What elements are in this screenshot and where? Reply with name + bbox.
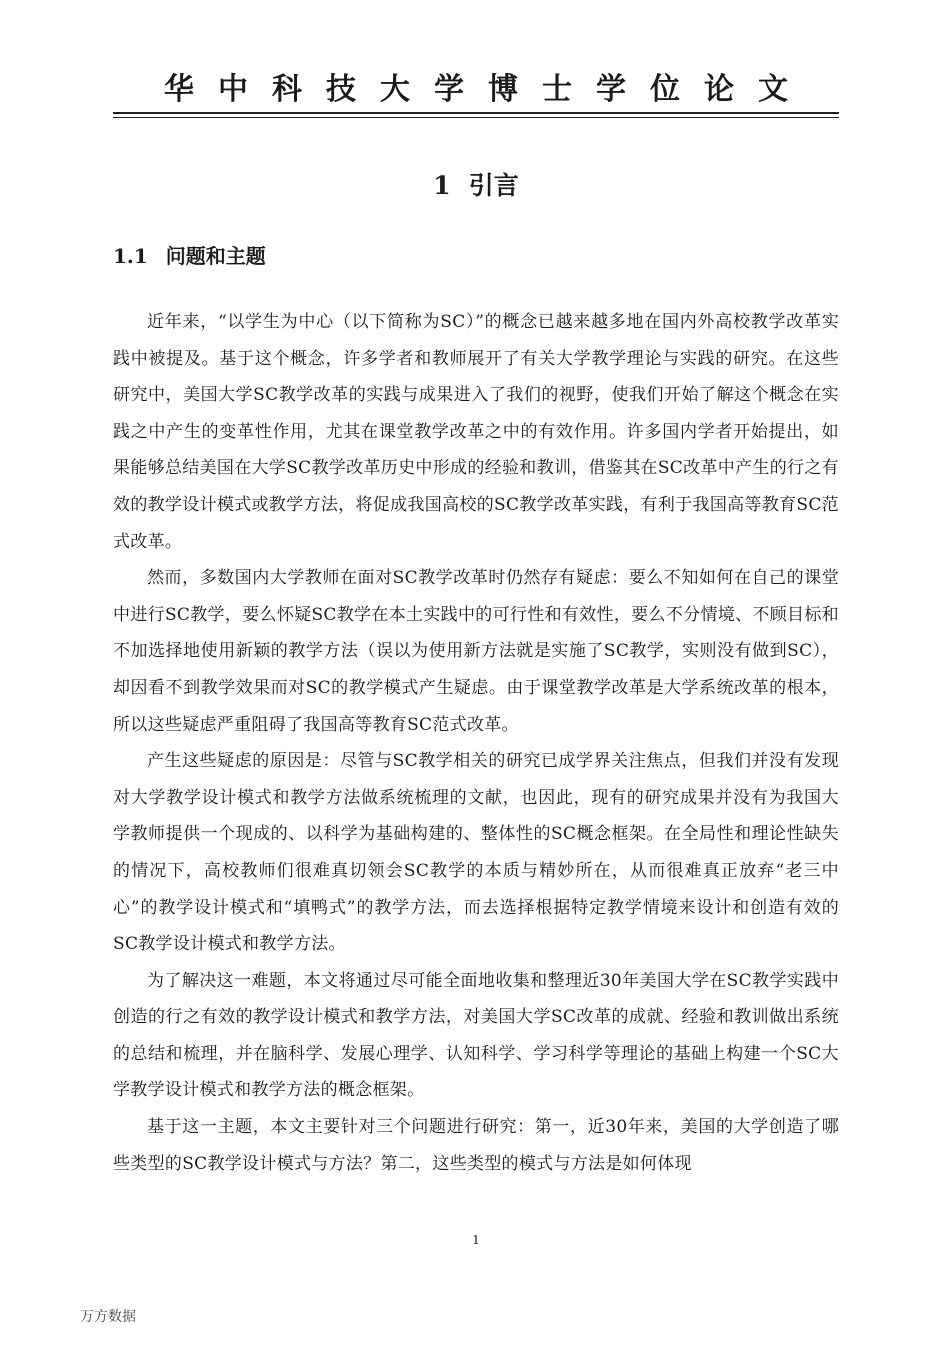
section-number: 1.1	[113, 244, 148, 268]
section-heading	[113, 238, 266, 274]
chapter-heading	[113, 166, 839, 206]
section-title: 问题和主题	[165, 244, 266, 268]
chapter-title: 引言	[468, 171, 519, 200]
paragraph: 近年来，“以学生为中心（以下简称为SC）”的概念已越来越多地在国内外高校教学改革实践中被提及。基于这个概念，许多学者和教师展开了有关大学教学理论与实践的研究。在这些研究中，美国大学SC教学改革的实践与成果进入了我们的视野，使我们开始了解这个概念在实践之中产生的变革性作用，尤其在课堂教学改革之中的有效作用。许多国内学者开始提出，如果能够总结美国在大学SC教学改革历史中形成的经验和教训，借鉴其在SC改革中产生的行之有效的教学设计模式或教学方法，将促成我国高校的SC教学改革实践，有利于我国高等教育SC范式改革。	[113, 312, 839, 552]
paragraph: 产生这些疑虑的原因是：尽管与SC教学相关的研究已成学界关注焦点，但我们并没有发现对大学教学设计模式和教学方法做系统梳理的文献，也因此，现有的研究成果并没有为我国大学教师提供一个现成的、以科学为基础构建的、整体性的SC概念框架。在全局性和理论性缺失的情况下，高校教师们很难真切领会SC教学的本质与精妙所在，从而很难真正放弃“老三中心”的教学设计模式和“填鸭式”的教学方法，而去选择根据特定教学情境来设计和创造有效的SC教学设计模式和教学方法。	[113, 751, 839, 955]
running-header-title: 华中科技大学博士学位论文	[164, 72, 812, 107]
header-rule-thick	[113, 112, 839, 114]
paragraph: 基于这一主题，本文主要针对三个问题进行研究：第一，近30年来，美国的大学创造了哪些类型的SC教学设计模式与方法？第二，这些类型的模式与方法是如何体现	[113, 1117, 839, 1174]
header-rule-thin	[113, 117, 839, 118]
body-text	[113, 304, 839, 1182]
watermark-text: 万方数据	[80, 1309, 136, 1325]
paragraph: 为了解决这一难题，本文将通过尽可能全面地收集和整理近30年美国大学在SC教学实践中创造的行之有效的教学设计模式和教学方法，对美国大学SC改革的成就、经验和教训做出系统的总结和梳理，并在脑科学、发展心理学、认知科学、学习科学等理论的基础上构建一个SC大学教学设计模式和教学方法的概念框架。	[113, 970, 839, 1101]
chapter-number: 1	[433, 171, 451, 200]
paragraph: 然而，多数国内大学教师在面对SC教学改革时仍然存有疑虑：要么不知如何在自己的课堂中进行SC教学，要么怀疑SC教学在本土实践中的可行性和有效性，要么不分情境、不顾目标和不加选择地使用新颖的教学方法（误以为使用新方法就是实施了SC教学，实则没有做到SC），却因看不到教学效果而对SC的教学模式产生疑虑。由于课堂教学改革是大学系统改革的根本，所以这些疑虑严重阻碍了我国高等教育SC范式改革。	[113, 568, 839, 735]
page-number: 1	[472, 1233, 480, 1247]
